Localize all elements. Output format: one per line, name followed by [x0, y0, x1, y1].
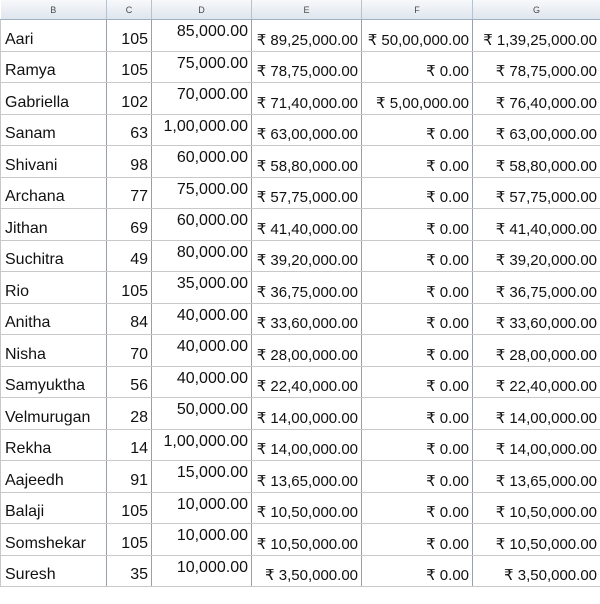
cell-name[interactable]: Anitha	[1, 303, 107, 335]
column-header-e[interactable]: E	[252, 0, 362, 20]
cell-g[interactable]: ₹ 14,00,000.00	[473, 429, 600, 461]
cell-g[interactable]: ₹ 78,75,000.00	[473, 51, 600, 83]
table-row	[1, 335, 600, 367]
cell-e[interactable]: ₹ 57,75,000.00	[252, 177, 362, 209]
cell-c[interactable]: 105	[107, 20, 152, 52]
cell-d[interactable]: 10,000.00	[152, 524, 252, 556]
column-header-d[interactable]: D	[152, 0, 252, 20]
cell-g[interactable]: ₹ 28,00,000.00	[473, 335, 600, 367]
cell-name[interactable]: Gabriella	[1, 83, 107, 115]
cell-e[interactable]: ₹ 22,40,000.00	[252, 366, 362, 398]
table-row	[1, 146, 600, 178]
cell-f[interactable]: ₹ 0.00	[362, 209, 473, 241]
cell-c[interactable]: 84	[107, 303, 152, 335]
cell-c[interactable]: 98	[107, 146, 152, 178]
table-row	[1, 492, 600, 524]
cell-d[interactable]: 75,000.00	[152, 51, 252, 83]
table-row	[1, 555, 600, 587]
cell-f[interactable]: ₹ 5,00,000.00	[362, 83, 473, 115]
cell-d[interactable]: 80,000.00	[152, 240, 252, 272]
cell-name[interactable]: Ramya	[1, 51, 107, 83]
cell-f[interactable]: ₹ 0.00	[362, 146, 473, 178]
cell-name[interactable]: Aajeedh	[1, 461, 107, 493]
cell-d[interactable]: 15,000.00	[152, 461, 252, 493]
cell-f[interactable]: ₹ 0.00	[362, 366, 473, 398]
cell-d[interactable]: 40,000.00	[152, 303, 252, 335]
cell-e[interactable]: ₹ 63,00,000.00	[252, 114, 362, 146]
cell-g[interactable]: ₹ 58,80,000.00	[473, 146, 600, 178]
cell-f[interactable]: ₹ 0.00	[362, 240, 473, 272]
table-row	[1, 20, 600, 52]
cell-f[interactable]: ₹ 0.00	[362, 303, 473, 335]
cell-e[interactable]: ₹ 89,25,000.00	[252, 20, 362, 52]
table-row	[1, 114, 600, 146]
cell-name[interactable]: Somshekar	[1, 524, 107, 556]
column-header-b[interactable]: B	[1, 0, 107, 20]
cell-d[interactable]: 1,00,000.00	[152, 429, 252, 461]
cell-name[interactable]: Aari	[1, 20, 107, 52]
cell-g[interactable]: ₹ 22,40,000.00	[473, 366, 600, 398]
cell-c[interactable]: 28	[107, 398, 152, 430]
cell-c[interactable]: 105	[107, 524, 152, 556]
cell-name[interactable]: Velmurugan	[1, 398, 107, 430]
cell-d[interactable]: 60,000.00	[152, 146, 252, 178]
cell-f[interactable]: ₹ 0.00	[362, 177, 473, 209]
cell-name[interactable]: Suresh	[1, 555, 107, 587]
cell-c[interactable]: 56	[107, 366, 152, 398]
cell-name[interactable]: Sanam	[1, 114, 107, 146]
table-row	[1, 83, 600, 115]
cell-name[interactable]: Suchitra	[1, 240, 107, 272]
cell-name[interactable]: Archana	[1, 177, 107, 209]
table-row	[1, 209, 600, 241]
cell-c[interactable]: 91	[107, 461, 152, 493]
cell-g[interactable]: ₹ 14,00,000.00	[473, 398, 600, 430]
cell-c[interactable]: 102	[107, 83, 152, 115]
cell-c[interactable]: 105	[107, 272, 152, 304]
cell-g[interactable]: ₹ 10,50,000.00	[473, 492, 600, 524]
cell-c[interactable]: 49	[107, 240, 152, 272]
cell-f[interactable]: ₹ 0.00	[362, 51, 473, 83]
cell-g[interactable]: ₹ 10,50,000.00	[473, 524, 600, 556]
cell-c[interactable]: 35	[107, 555, 152, 587]
cell-d[interactable]: 1,00,000.00	[152, 114, 252, 146]
cell-g[interactable]: ₹ 76,40,000.00	[473, 83, 600, 115]
cell-f[interactable]: ₹ 0.00	[362, 524, 473, 556]
table-row	[1, 51, 600, 83]
table-row	[1, 461, 600, 493]
cell-d[interactable]: 10,000.00	[152, 492, 252, 524]
cell-c[interactable]: 105	[107, 51, 152, 83]
cell-name[interactable]: Rekha	[1, 429, 107, 461]
cell-e[interactable]: ₹ 39,20,000.00	[252, 240, 362, 272]
table-row	[1, 429, 600, 461]
cell-d[interactable]: 50,000.00	[152, 398, 252, 430]
cell-g[interactable]: ₹ 39,20,000.00	[473, 240, 600, 272]
cell-d[interactable]: 60,000.00	[152, 209, 252, 241]
cell-c[interactable]: 77	[107, 177, 152, 209]
cell-c[interactable]: 70	[107, 335, 152, 367]
cell-e[interactable]: ₹ 14,00,000.00	[252, 398, 362, 430]
cell-f[interactable]: ₹ 0.00	[362, 398, 473, 430]
grid-body	[1, 20, 600, 587]
cell-e[interactable]: ₹ 14,00,000.00	[252, 429, 362, 461]
cell-f[interactable]: ₹ 0.00	[362, 272, 473, 304]
cell-name[interactable]: Jithan	[1, 209, 107, 241]
cell-c[interactable]: 69	[107, 209, 152, 241]
cell-e[interactable]: ₹ 33,60,000.00	[252, 303, 362, 335]
cell-d[interactable]: 75,000.00	[152, 177, 252, 209]
cell-d[interactable]: 40,000.00	[152, 366, 252, 398]
cell-e[interactable]: ₹ 10,50,000.00	[252, 524, 362, 556]
cell-c[interactable]: 105	[107, 492, 152, 524]
cell-name[interactable]: Rio	[1, 272, 107, 304]
cell-e[interactable]: ₹ 13,65,000.00	[252, 461, 362, 493]
cell-d[interactable]: 10,000.00	[152, 555, 252, 587]
cell-f[interactable]: ₹ 0.00	[362, 461, 473, 493]
cell-e[interactable]: ₹ 3,50,000.00	[252, 555, 362, 587]
cell-e[interactable]: ₹ 78,75,000.00	[252, 51, 362, 83]
cell-d[interactable]: 35,000.00	[152, 272, 252, 304]
cell-name[interactable]: Balaji	[1, 492, 107, 524]
cell-c[interactable]: 14	[107, 429, 152, 461]
cell-e[interactable]: ₹ 58,80,000.00	[252, 146, 362, 178]
column-header-g[interactable]: G	[473, 0, 600, 20]
table-row	[1, 524, 600, 556]
cell-e[interactable]: ₹ 28,00,000.00	[252, 335, 362, 367]
cell-e[interactable]: ₹ 36,75,000.00	[252, 272, 362, 304]
cell-name[interactable]: Nisha	[1, 335, 107, 367]
cell-d[interactable]: 70,000.00	[152, 83, 252, 115]
cell-name[interactable]: Shivani	[1, 146, 107, 178]
cell-f[interactable]: ₹ 0.00	[362, 335, 473, 367]
cell-d[interactable]: 85,000.00	[152, 20, 252, 52]
column-header-f[interactable]: F	[362, 0, 473, 20]
cell-name[interactable]: Samyuktha	[1, 366, 107, 398]
table-row	[1, 303, 600, 335]
table-row	[1, 272, 600, 304]
column-header-c[interactable]: C	[107, 0, 152, 20]
table-row	[1, 398, 600, 430]
cell-e[interactable]: ₹ 71,40,000.00	[252, 83, 362, 115]
cell-g[interactable]: ₹ 57,75,000.00	[473, 177, 600, 209]
table-row	[1, 366, 600, 398]
table-row	[1, 177, 600, 209]
cell-g[interactable]: ₹ 3,50,000.00	[473, 555, 600, 587]
cell-g[interactable]: ₹ 41,40,000.00	[473, 209, 600, 241]
cell-g[interactable]: ₹ 13,65,000.00	[473, 461, 600, 493]
cell-c[interactable]: 63	[107, 114, 152, 146]
cell-g[interactable]: ₹ 63,00,000.00	[473, 114, 600, 146]
cell-f[interactable]: ₹ 50,00,000.00	[362, 20, 473, 52]
cell-g[interactable]: ₹ 36,75,000.00	[473, 272, 600, 304]
table-row	[1, 240, 600, 272]
cell-e[interactable]: ₹ 41,40,000.00	[252, 209, 362, 241]
cell-f[interactable]: ₹ 0.00	[362, 492, 473, 524]
cell-f[interactable]: ₹ 0.00	[362, 555, 473, 587]
cell-e[interactable]: ₹ 10,50,000.00	[252, 492, 362, 524]
cell-g[interactable]: ₹ 33,60,000.00	[473, 303, 600, 335]
cell-f[interactable]: ₹ 0.00	[362, 429, 473, 461]
column-header-row	[1, 0, 600, 20]
cell-f[interactable]: ₹ 0.00	[362, 114, 473, 146]
cell-g[interactable]: ₹ 1,39,25,000.00	[473, 20, 600, 52]
cell-d[interactable]: 40,000.00	[152, 335, 252, 367]
